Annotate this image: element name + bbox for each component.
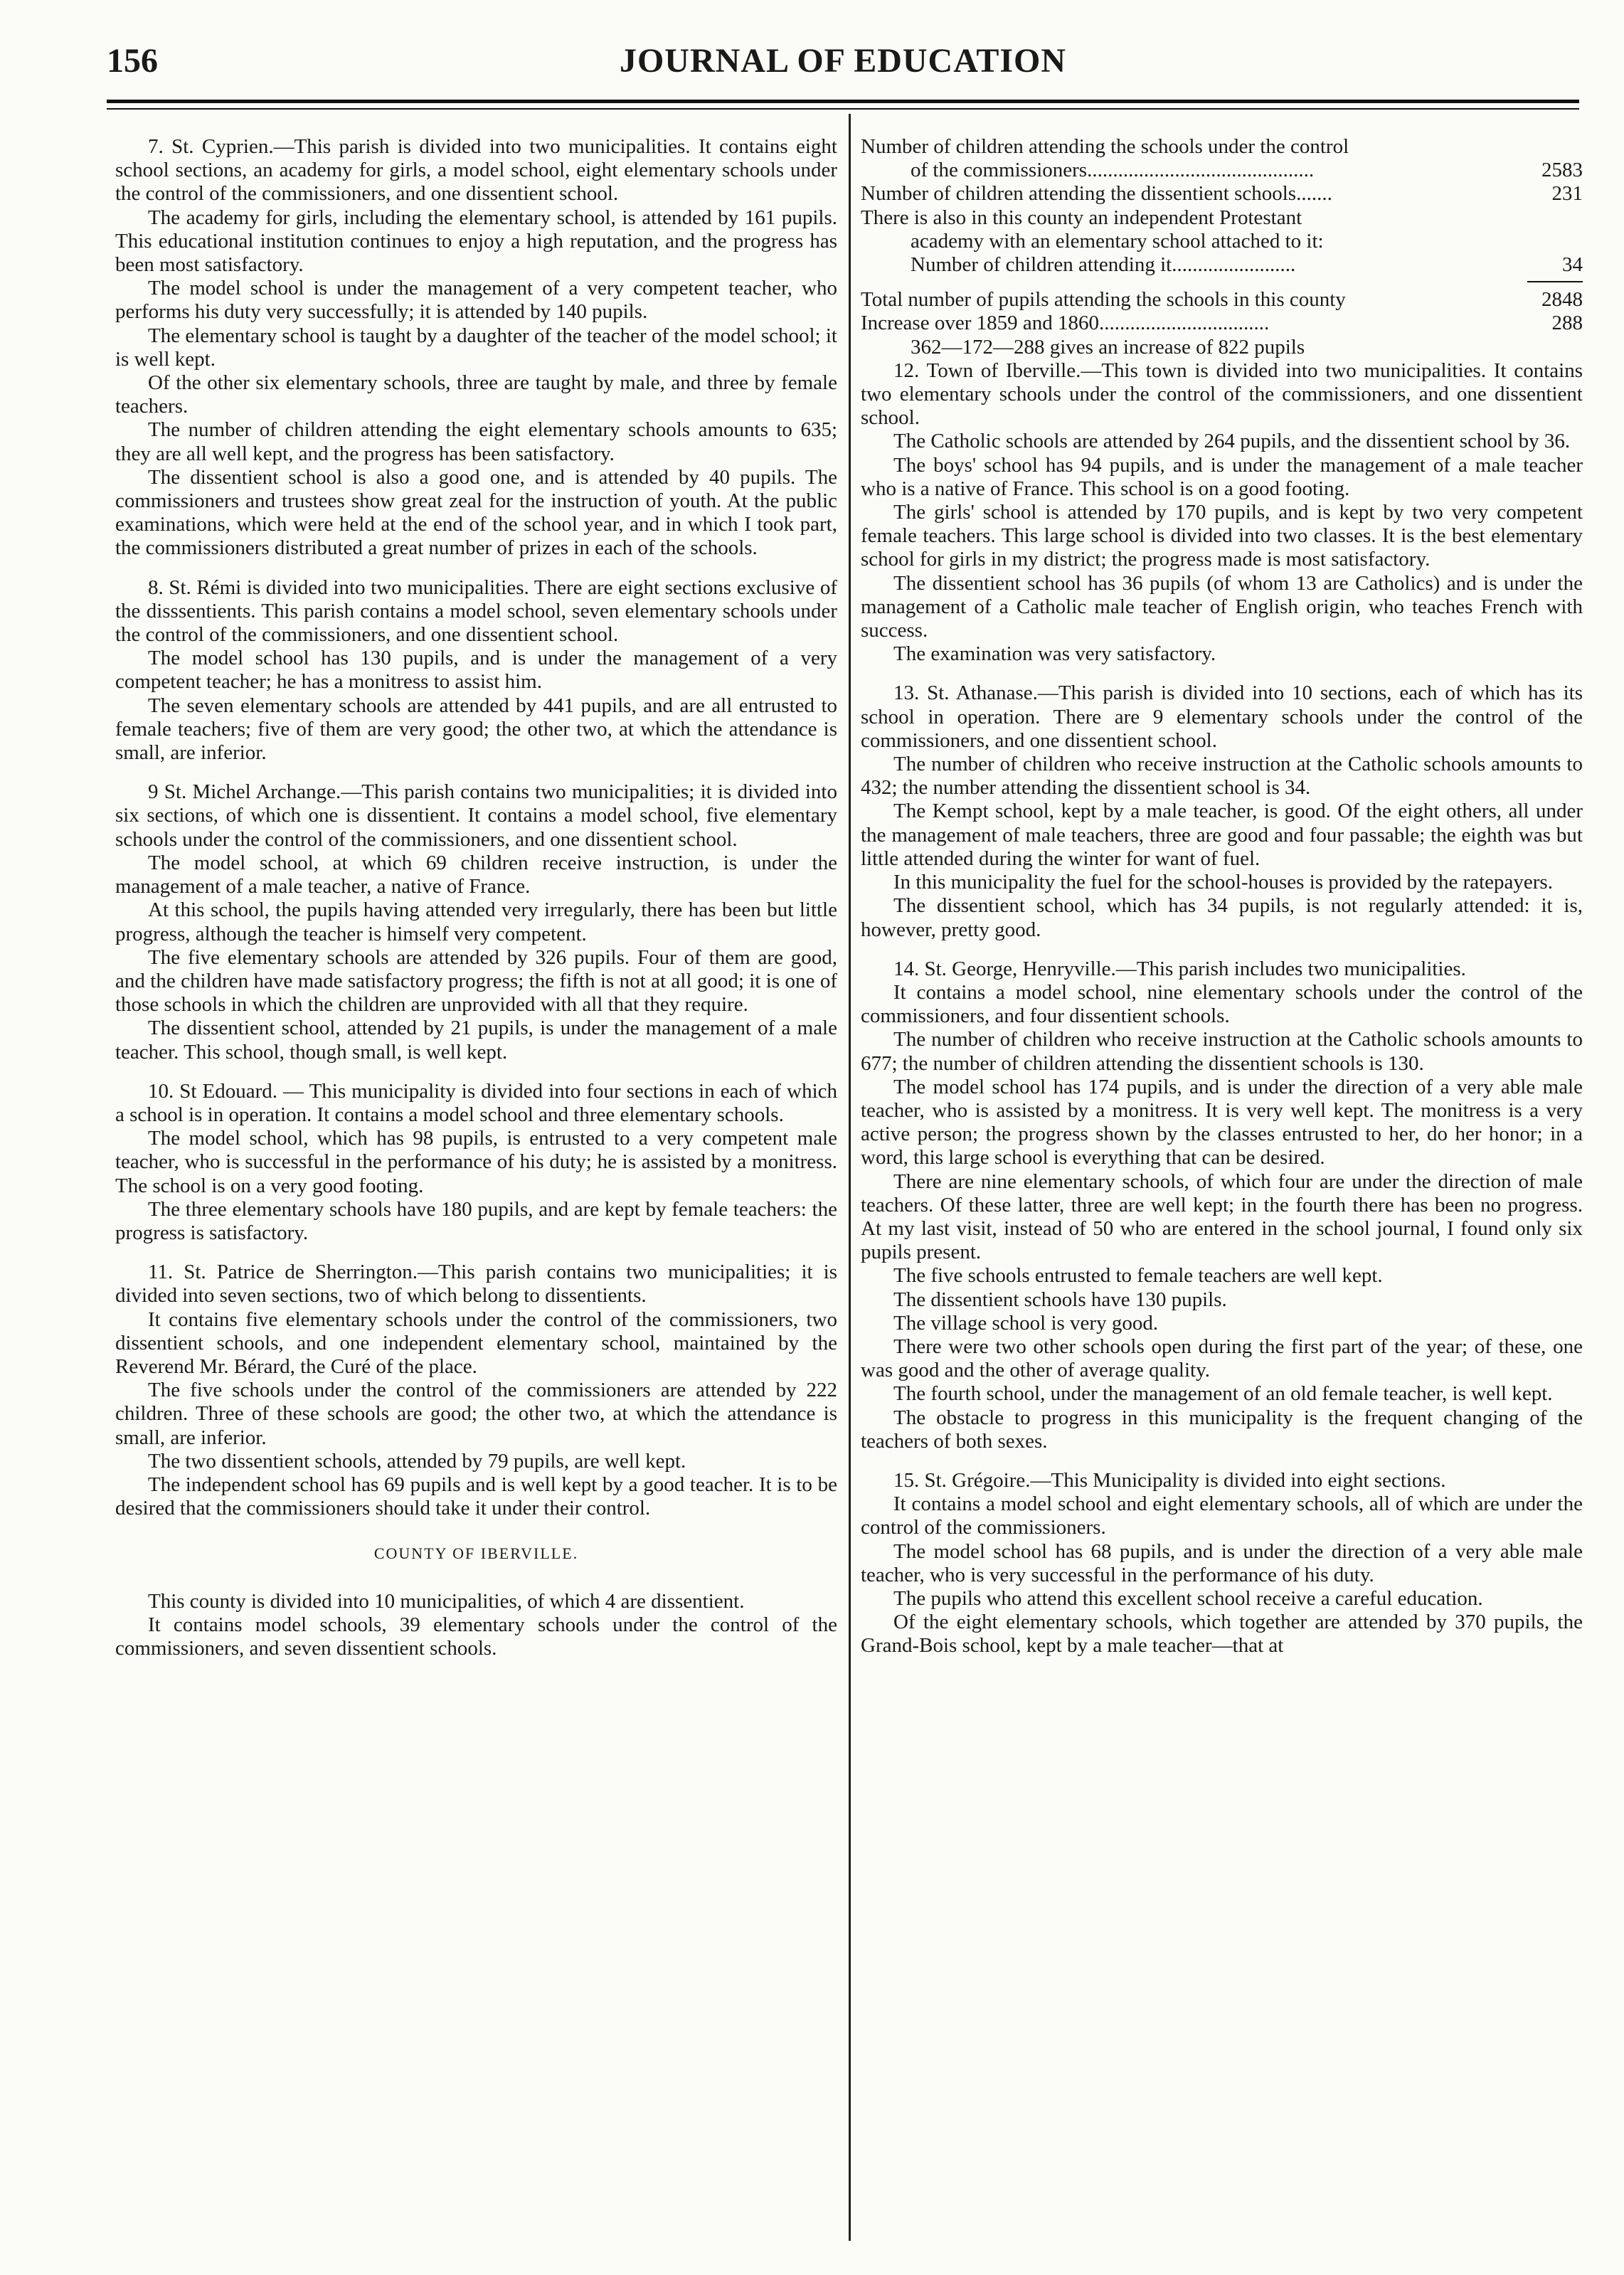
paragraph-st-cyprien: 7. St. Cyprien.—This parish is divided into two municipalities. It contains eight school sections, an academy for girls, a model school, eight elementary schools under the control of the commissioners, and one dissentient school. <box>115 135 837 206</box>
paragraph: The elementary school is taught by a daughter of the teacher of the model school; it is well kept. <box>115 324 837 371</box>
paragraph: The dissentient school, attended by 21 pupils, is under the management of a male teacher. This school, though small, is well kept. <box>115 1017 837 1064</box>
paragraph: The obstacle to progress in this municipality is the frequent changing of the teachers of both sexes. <box>861 1406 1583 1453</box>
stat-row <box>861 206 1583 230</box>
paragraph: The five schools entrusted to female teachers are well kept. <box>893 1264 1383 1288</box>
paragraph-st-athanase: 13. St. Athanase.—This parish is divided into 10 sections, each of which has its school in operation. There are 9 elementary schools under the control of the commissioners, and one dissentient school. <box>861 682 1583 752</box>
stats-block <box>861 135 1583 359</box>
stat-label: of the commissioners............................................ <box>911 159 1315 182</box>
paragraph: The number of children who receive instruction at the Catholic schools amounts to 432; the number attending the dissentient school is 34. <box>861 753 1583 800</box>
paragraph: Of the other six elementary schools, three are taught by male, and three by female teachers. <box>115 371 837 418</box>
paragraph: In this municipality the fuel for the school-houses is provided by the ratepayers. <box>893 871 1553 894</box>
total-row <box>861 336 1583 359</box>
total-row <box>861 288 1583 312</box>
paragraph-st-remi: 8. St. Rémi is divided into two municipalities. There are eight sections exclusive of the disssentients. This parish contains a model school, seven elementary schools under the control of the commissioners, and one dissentient school. <box>115 576 837 647</box>
total-value: 288 <box>1551 312 1583 335</box>
paragraph: The dissentient school, which has 34 pupils, is not regularly attended: it is, however, pretty good. <box>861 894 1583 941</box>
journal-title: JOURNAL OF EDUCATION <box>619 42 1067 80</box>
stat-value <box>1526 230 1583 253</box>
paragraph-st-gregoire: 15. St. Grégoire.—This Municipality is divided into eight sections. <box>893 1468 1446 1492</box>
paragraph: The pupils who attend this excellent school receive a careful education. <box>893 1586 1483 1610</box>
paragraph-st-michel-archange: 9 St. Michel Archange.—This parish contains two municipalities; it is divided into six sections, of which one is dissentient. It contains a model school, five elementary schools under the control of the commissioners, and one dissentient school. <box>115 780 837 851</box>
paragraph: It contains a model school and eight elementary schools, all of which are under the control of the commissioners. <box>861 1492 1583 1539</box>
paragraph: The model school has 174 pupils, and is under the direction of a very able male teacher, who is assisted by a monitress. It is very well kept. The monitress is a very active person; the progress shown by the classes entrusted to her, do her honor; in a word, this large school is everything that can be desired. <box>861 1075 1583 1170</box>
paragraph: The five elementary schools are attended by 326 pupils. Four of them are good, and the children have made satisfactory progress; the fifth is not at all good; it is one of those schools in which the children are unprovided with all that they require. <box>115 945 837 1017</box>
stat-value <box>1526 206 1583 230</box>
paragraph: Of the eight elementary schools, which together are attended by 370 pupils, the Grand-Bois school, kept by a male teacher—that at <box>861 1611 1583 1658</box>
paragraph-st-patrice: 11. St. Patrice de Sherrington.—This parish contains two municipalities; it is divided into seven sections, two of which belong to dissentients. <box>115 1261 837 1308</box>
paragraph-st-edouard: 10. St Edouard. — This municipality is divided into four sections in each of which a school is in operation. It contains a model school and three elementary schools. <box>115 1079 837 1126</box>
paragraph: The boys' school has 94 pupils, and is under the management of a male teacher who is a native of France. This school is on a good footing. <box>861 453 1583 500</box>
stat-value <box>1526 135 1583 159</box>
paragraph: The dissentient school is also a good one, and is attended by 40 pupils. The commissioners and trustees show great zeal for the instruction of youth. At the public examinations, which were held at the end of the school year, and in which I took part, the commissioners distributed a great number of prizes in each of the schools. <box>115 465 837 560</box>
page-header <box>107 41 1579 91</box>
paragraph: The model school has 68 pupils, and is under the direction of a very able male teacher, who is very successful in the performance of his duty. <box>861 1539 1583 1586</box>
header-rule-thick <box>107 100 1579 103</box>
paragraph: The five schools under the control of the commissioners are attended by 222 children. Three of these schools are good; the other two, at which the attendance is small, are inferior. <box>115 1379 837 1449</box>
total-rule <box>1527 281 1583 282</box>
stat-label: academy with an elementary school attached to it: <box>911 229 1324 253</box>
paragraph: It contains model schools, 39 elementary schools under the control of the commissioners, and seven dissentient schools. <box>115 1613 837 1660</box>
paragraph: The academy for girls, including the elementary school, is attended by 161 pupils. This educational institution continues to enjoy a high reputation, and the progress has been most satisfactory. <box>115 206 837 277</box>
stat-label: There is also in this county an independent Protestant <box>861 206 1302 229</box>
paragraph-town-of-iberville: 12. Town of Iberville.—This town is divided into two municipalities. It contains two elementary schools under the control of the commissioners, and one dissentient school. <box>861 359 1583 430</box>
paragraph: The number of children who receive instruction at the Catholic schools amounts to 677; the number of children attending the dissentient schools is 130. <box>861 1028 1583 1075</box>
paragraph: The three elementary schools have 180 pupils, and are kept by female teachers: the progress is satisfactory. <box>115 1197 837 1244</box>
paragraph: The girls' school is attended by 170 pupils, and is kept by two very competent female teachers. This large school is divided into two classes. It is the best elementary school for girls in my district; the progress made is most satisfactory. <box>861 501 1583 571</box>
stat-value: 2583 <box>1541 159 1583 182</box>
paragraph: The model school has 130 pupils, and is under the management of a very competent teacher; he has a monitress to assist him. <box>115 647 837 694</box>
total-value: 2848 <box>1541 288 1583 312</box>
total-label: 362—172—288 gives an increase of 822 pupils <box>911 335 1305 359</box>
stat-row <box>861 230 1583 253</box>
paragraph: The examination was very satisfactory. <box>893 642 1216 666</box>
total-row <box>861 312 1583 335</box>
header-rule-thin <box>107 108 1579 110</box>
column-divider <box>849 114 851 2241</box>
paragraph-st-george-henryville: 14. St. George, Henryville.—This parish includes two municipalities. <box>893 957 1466 980</box>
stat-row <box>861 135 1583 159</box>
paragraph: The Kempt school, kept by a male teacher, is good. Of the eight others, all under the management of male teachers, three are good and four passable; the eighth was but little attended during the winter for want of fuel. <box>861 800 1583 870</box>
stat-row <box>861 159 1583 182</box>
paragraph: At this school, the pupils having attended very irregularly, there has been but little progress, although the teacher is himself very competent. <box>115 898 837 945</box>
page-number: 156 <box>107 42 158 80</box>
stat-row <box>861 182 1583 206</box>
left-column <box>115 135 837 1660</box>
stat-label: Number of children attending it........................ <box>911 253 1296 277</box>
stat-value: 231 <box>1551 182 1583 206</box>
paragraph: There are nine elementary schools, of which four are under the direction of male teachers. Of these latter, three are well kept; in the fourth there has been no progress. At my last visit, instead of 50 who are entered in the school journal, I found only six pupils present. <box>861 1170 1583 1264</box>
stat-label: Number of children attending the schools under the control <box>861 135 1349 158</box>
paragraph: The dissentient schools have 130 pupils. <box>893 1288 1227 1311</box>
total-label: Total number of pupils attending the schools in this county <box>861 288 1346 312</box>
paragraph: The fourth school, under the management of an old female teacher, is well kept. <box>893 1382 1553 1406</box>
county-heading: COUNTY OF IBERVILLE. <box>373 1544 579 1563</box>
paragraph: The two dissentient schools, attended by 79 pupils, are well kept. <box>148 1449 686 1473</box>
paragraph: The model school, at which 69 children receive instruction, is under the management of a male teacher, a native of France. <box>115 851 837 898</box>
stat-value: 34 <box>1562 253 1583 277</box>
stat-row <box>861 253 1583 277</box>
paragraph: The dissentient school has 36 pupils (of whom 13 are Catholics) and is under the management of a Catholic male teacher of English origin, who teaches French with success. <box>861 571 1583 642</box>
total-value <box>1526 336 1583 359</box>
stat-label: Number of children attending the dissentient schools....... <box>861 182 1332 206</box>
paragraph: The number of children attending the eight elementary schools amounts to 635; they are all well kept, and the progress has been satisfactory. <box>115 418 837 465</box>
paragraph: The independent school has 69 pupils and is well kept by a good teacher. It is to be desired that the commissioners should take it under their control. <box>115 1473 837 1520</box>
paragraph: It contains five elementary schools under the control of the commissioners, two dissentient schools, and one independent elementary school, maintained by the Reverend Mr. Bérard, the Curé of the place. <box>115 1308 837 1378</box>
paragraph: The model school, which has 98 pupils, is entrusted to a very competent male teacher, who is successful in the performance of his duty; he is assisted by a monitress. The school is on a very good footing. <box>115 1127 837 1197</box>
paragraph: The village school is very good. <box>893 1311 1159 1335</box>
paragraph: The model school is under the management of a very competent teacher, who performs his duty very successfully; it is attended by 140 pupils. <box>115 277 837 324</box>
total-label: Increase over 1859 and 1860................................. <box>861 312 1270 335</box>
paragraph: The Catholic schools are attended by 264 pupils, and the dissentient school by 36. <box>893 430 1571 453</box>
paragraph: The seven elementary schools are attended by 441 pupils, and are all entrusted to female teachers; five of them are very good; the other two, at which the attendance is small, are inferior. <box>115 694 837 765</box>
paragraph: There were two other schools open during the first part of the year; of these, one was good and the other of average quality. <box>861 1335 1583 1382</box>
paragraph: This county is divided into 10 municipalities, of which 4 are dissentient. <box>148 1589 745 1613</box>
right-column <box>861 135 1583 1658</box>
paragraph: It contains a model school, nine elementary schools under the control of the commissioners, and four dissentient schools. <box>861 980 1583 1028</box>
